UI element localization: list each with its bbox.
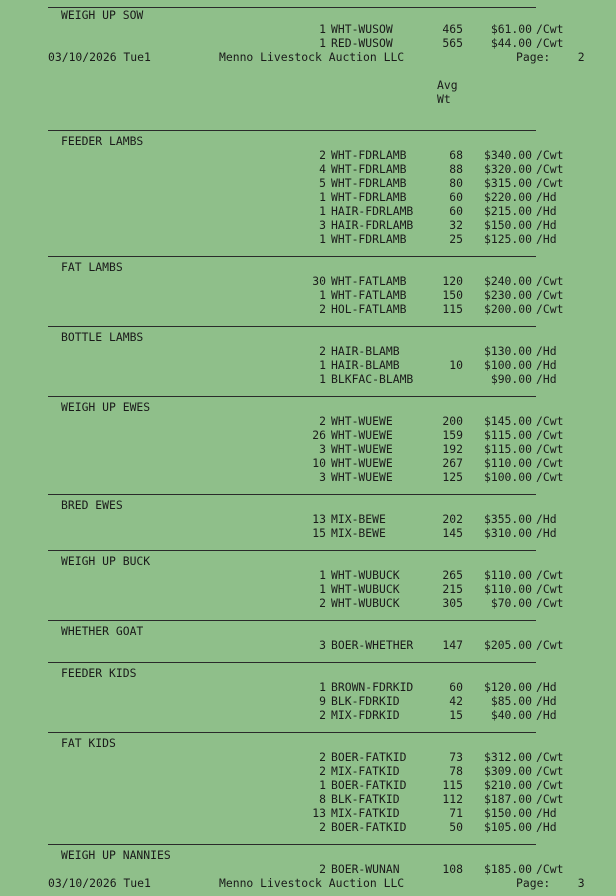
- category-name: WEIGH UP BUCK: [61, 554, 151, 568]
- lot-row: [0, 218, 616, 232]
- lot-row: [0, 414, 616, 428]
- lot-row: [0, 526, 616, 540]
- head-count: 8: [319, 792, 326, 806]
- section-divider: [48, 256, 536, 257]
- lot-row: [0, 792, 616, 806]
- avg-weight: 10: [449, 358, 463, 372]
- head-count: 2: [319, 414, 326, 428]
- avg-weight: 147: [442, 638, 463, 652]
- price: $44.00: [490, 36, 532, 50]
- lot-row: [0, 680, 616, 694]
- price-unit: /Hd: [536, 694, 557, 708]
- price: $120.00: [483, 680, 532, 694]
- head-count: 1: [319, 680, 326, 694]
- head-count: 3: [319, 218, 326, 232]
- price-unit: /Hd: [536, 204, 557, 218]
- animal-type: HOL-FATLAMB: [331, 302, 407, 316]
- head-count: 1: [319, 190, 326, 204]
- animal-type: WHT-FDRLAMB: [331, 190, 407, 204]
- price-unit: /Hd: [536, 372, 557, 386]
- avg-weight: 108: [442, 862, 463, 876]
- price: $150.00: [483, 806, 532, 820]
- price-unit: /Cwt: [536, 274, 564, 288]
- price-unit: /Hd: [536, 232, 557, 246]
- price-unit: /Cwt: [536, 36, 564, 50]
- price: $61.00: [490, 22, 532, 36]
- section-title: [0, 736, 616, 750]
- lot-row: [0, 778, 616, 792]
- price-unit: /Hd: [536, 218, 557, 232]
- page-header: [0, 876, 616, 890]
- head-count: 1: [319, 22, 326, 36]
- page-number: [516, 876, 585, 890]
- section-title: [0, 260, 616, 274]
- category-name: FEEDER LAMBS: [61, 134, 144, 148]
- price-unit: /Cwt: [536, 470, 564, 484]
- price-unit: /Cwt: [536, 302, 564, 316]
- price-unit: /Cwt: [536, 582, 564, 596]
- page-header: [0, 50, 616, 64]
- report-date: 03/10/2026 Tue1: [48, 50, 151, 64]
- category-name: FAT LAMBS: [61, 260, 123, 274]
- head-count: 15: [312, 526, 326, 540]
- category-name: BRED EWES: [61, 498, 123, 512]
- price: $240.00: [483, 274, 532, 288]
- section-title: [0, 624, 616, 638]
- animal-type: BOER-WHETHER: [331, 638, 414, 652]
- section-title: [0, 498, 616, 512]
- head-count: 30: [312, 274, 326, 288]
- head-count: 1: [319, 778, 326, 792]
- price-unit: /Cwt: [536, 862, 564, 876]
- animal-type: WHT-WUEWE: [331, 442, 393, 456]
- price-unit: /Cwt: [536, 288, 564, 302]
- lot-row: [0, 708, 616, 722]
- avg-weight: 305: [442, 596, 463, 610]
- section-divider: [48, 494, 536, 495]
- section-divider: [48, 326, 536, 327]
- lot-row: [0, 204, 616, 218]
- avg-weight: 115: [442, 778, 463, 792]
- animal-type: MIX-FATKID: [331, 764, 400, 778]
- head-count: 1: [319, 204, 326, 218]
- animal-type: WHT-WUEWE: [331, 456, 393, 470]
- animal-type: BLKFAC-BLAMB: [331, 372, 414, 386]
- head-count: 1: [319, 372, 326, 386]
- animal-type: WHT-FATLAMB: [331, 274, 407, 288]
- category-name: FEEDER KIDS: [61, 666, 137, 680]
- price: $40.00: [490, 708, 532, 722]
- head-count: 3: [319, 442, 326, 456]
- price: $205.00: [483, 638, 532, 652]
- avg-weight: 159: [442, 428, 463, 442]
- animal-type: WHT-WUBUCK: [331, 582, 400, 596]
- lot-row: [0, 176, 616, 190]
- price: $125.00: [483, 232, 532, 246]
- section-title: [0, 8, 616, 22]
- price: $115.00: [483, 428, 532, 442]
- lot-row: [0, 232, 616, 246]
- animal-type: BROWN-FDRKID: [331, 680, 414, 694]
- lot-row: [0, 512, 616, 526]
- section-title: [0, 330, 616, 344]
- avg-weight: 267: [442, 456, 463, 470]
- lot-row: [0, 456, 616, 470]
- animal-type: MIX-BEWE: [331, 512, 386, 526]
- category-name: WEIGH UP EWES: [61, 400, 151, 414]
- animal-type: WHT-FDRLAMB: [331, 162, 407, 176]
- price-unit: /Hd: [536, 512, 557, 526]
- animal-type: WHT-WUEWE: [331, 470, 393, 484]
- avg-weight: 71: [449, 806, 463, 820]
- price-unit: /Cwt: [536, 176, 564, 190]
- price-unit: /Cwt: [536, 428, 564, 442]
- head-count: 1: [319, 582, 326, 596]
- animal-type: WHT-FDRLAMB: [331, 232, 407, 246]
- avg-weight: 215: [442, 582, 463, 596]
- lot-row: [0, 442, 616, 456]
- price-unit: /Cwt: [536, 148, 564, 162]
- price-unit: /Hd: [536, 526, 557, 540]
- lot-row: [0, 806, 616, 820]
- page-label: Page:: [516, 876, 551, 890]
- price: $150.00: [483, 218, 532, 232]
- lot-row: [0, 820, 616, 834]
- animal-type: MIX-FDRKID: [331, 708, 400, 722]
- price-unit: /Cwt: [536, 456, 564, 470]
- lot-row: [0, 568, 616, 582]
- report-date: 03/10/2026 Tue1: [48, 876, 151, 890]
- section-divider: [48, 620, 536, 621]
- price-unit: /Hd: [536, 358, 557, 372]
- section-divider: [48, 844, 536, 845]
- lot-row: [0, 638, 616, 652]
- price-unit: /Hd: [536, 680, 557, 694]
- price-unit: /Cwt: [536, 750, 564, 764]
- page-number: [516, 50, 585, 64]
- animal-type: HAIR-BLAMB: [331, 358, 400, 372]
- head-count: 1: [319, 568, 326, 582]
- head-count: 3: [319, 470, 326, 484]
- section-title: [0, 848, 616, 862]
- avg-weight: 88: [449, 162, 463, 176]
- animal-type: BOER-FATKID: [331, 820, 407, 834]
- price-unit: /Cwt: [536, 442, 564, 456]
- price: $130.00: [483, 344, 532, 358]
- head-count: 2: [319, 302, 326, 316]
- price: $200.00: [483, 302, 532, 316]
- section-divider: [48, 732, 536, 733]
- head-count: 2: [319, 148, 326, 162]
- price-unit: /Cwt: [536, 568, 564, 582]
- animal-type: BLK-FDRKID: [331, 694, 400, 708]
- avg-weight: 200: [442, 414, 463, 428]
- price: $215.00: [483, 204, 532, 218]
- section-title: [0, 134, 616, 148]
- head-count: 13: [312, 806, 326, 820]
- page-number-value: 3: [577, 876, 585, 890]
- head-count: 2: [319, 862, 326, 876]
- price: $340.00: [483, 148, 532, 162]
- price: $220.00: [483, 190, 532, 204]
- price: $315.00: [483, 176, 532, 190]
- avg-weight: 112: [442, 792, 463, 806]
- animal-type: WHT-WUBUCK: [331, 596, 400, 610]
- section-title: [0, 554, 616, 568]
- head-count: 9: [319, 694, 326, 708]
- price-unit: /Cwt: [536, 778, 564, 792]
- head-count: 1: [319, 36, 326, 50]
- lot-row: [0, 694, 616, 708]
- section-divider: [48, 130, 536, 131]
- lot-row: [0, 428, 616, 442]
- animal-type: WHT-WUSOW: [331, 22, 393, 36]
- animal-type: MIX-BEWE: [331, 526, 386, 540]
- avg-wt-header: [0, 78, 616, 92]
- avg-weight: 150: [442, 288, 463, 302]
- animal-type: WHT-FATLAMB: [331, 288, 407, 302]
- category-name: WEIGH UP NANNIES: [61, 848, 171, 862]
- company-name: Menno Livestock Auction LLC: [219, 50, 405, 64]
- animal-type: BLK-FATKID: [331, 792, 400, 806]
- avg-weight: 192: [442, 442, 463, 456]
- animal-type: RED-WUSOW: [331, 36, 393, 50]
- price: $105.00: [483, 820, 532, 834]
- price: $145.00: [483, 414, 532, 428]
- section-divider: [48, 396, 536, 397]
- lot-row: [0, 862, 616, 876]
- price: $100.00: [483, 470, 532, 484]
- category-name: FAT KIDS: [61, 736, 116, 750]
- head-count: 2: [319, 750, 326, 764]
- price-unit: /Hd: [536, 190, 557, 204]
- lot-row: [0, 358, 616, 372]
- price: $90.00: [490, 372, 532, 386]
- price: $110.00: [483, 456, 532, 470]
- category-name: WEIGH UP SOW: [61, 8, 144, 22]
- page-number-value: 2: [577, 50, 585, 64]
- avg-weight: 265: [442, 568, 463, 582]
- head-count: 2: [319, 596, 326, 610]
- head-count: 2: [319, 764, 326, 778]
- price: $110.00: [483, 582, 532, 596]
- price-unit: /Hd: [536, 344, 557, 358]
- category-name: WHETHER GOAT: [61, 624, 144, 638]
- section-divider: [48, 662, 536, 663]
- avg-weight: 202: [442, 512, 463, 526]
- head-count: 1: [319, 288, 326, 302]
- head-count: 13: [312, 512, 326, 526]
- price: $115.00: [483, 442, 532, 456]
- animal-type: WHT-FDRLAMB: [331, 148, 407, 162]
- lot-row: [0, 470, 616, 484]
- head-count: 1: [319, 358, 326, 372]
- avg-weight: 68: [449, 148, 463, 162]
- price: $230.00: [483, 288, 532, 302]
- avg-weight: 50: [449, 820, 463, 834]
- lot-row: [0, 582, 616, 596]
- price: $185.00: [483, 862, 532, 876]
- animal-type: BOER-WUNAN: [331, 862, 400, 876]
- avg-weight: 42: [449, 694, 463, 708]
- avg-weight: 32: [449, 218, 463, 232]
- company-name: Menno Livestock Auction LLC: [219, 876, 405, 890]
- lot-row: [0, 274, 616, 288]
- lot-row: [0, 344, 616, 358]
- avg-weight: 15: [449, 708, 463, 722]
- animal-type: WHT-WUEWE: [331, 428, 393, 442]
- lot-row: [0, 288, 616, 302]
- avg-wt-header: [0, 92, 616, 106]
- lot-row: [0, 372, 616, 386]
- head-count: 4: [319, 162, 326, 176]
- price: $312.00: [483, 750, 532, 764]
- avg-weight: 60: [449, 680, 463, 694]
- price-unit: /Cwt: [536, 638, 564, 652]
- avg-weight: 60: [449, 204, 463, 218]
- price-unit: /Hd: [536, 820, 557, 834]
- price-unit: /Cwt: [536, 414, 564, 428]
- section-divider: [48, 550, 536, 551]
- price: $100.00: [483, 358, 532, 372]
- lot-row: [0, 22, 616, 36]
- avg-weight: 465: [442, 22, 463, 36]
- price: $110.00: [483, 568, 532, 582]
- price-unit: /Hd: [536, 806, 557, 820]
- animal-type: BOER-FATKID: [331, 778, 407, 792]
- animal-type: WHT-WUEWE: [331, 414, 393, 428]
- price: $309.00: [483, 764, 532, 778]
- head-count: 2: [319, 708, 326, 722]
- avg-weight: 60: [449, 190, 463, 204]
- animal-type: WHT-FDRLAMB: [331, 176, 407, 190]
- lot-row: [0, 190, 616, 204]
- lot-row: [0, 764, 616, 778]
- animal-type: WHT-WUBUCK: [331, 568, 400, 582]
- price: $187.00: [483, 792, 532, 806]
- price: $70.00: [490, 596, 532, 610]
- avg-weight: 115: [442, 302, 463, 316]
- animal-type: HAIR-BLAMB: [331, 344, 400, 358]
- animal-type: BOER-FATKID: [331, 750, 407, 764]
- price: $355.00: [483, 512, 532, 526]
- head-count: 1: [319, 232, 326, 246]
- price-unit: /Cwt: [536, 792, 564, 806]
- lot-row: [0, 596, 616, 610]
- category-name: BOTTLE LAMBS: [61, 330, 144, 344]
- section-title: [0, 666, 616, 680]
- head-count: 10: [312, 456, 326, 470]
- section-title: [0, 400, 616, 414]
- price: $210.00: [483, 778, 532, 792]
- lot-row: [0, 302, 616, 316]
- head-count: 3: [319, 638, 326, 652]
- avg-weight: 80: [449, 176, 463, 190]
- column-header: Avg: [437, 78, 458, 92]
- avg-weight: 73: [449, 750, 463, 764]
- animal-type: HAIR-FDRLAMB: [331, 218, 414, 232]
- lot-row: [0, 162, 616, 176]
- avg-weight: 25: [449, 232, 463, 246]
- head-count: 2: [319, 344, 326, 358]
- price: $320.00: [483, 162, 532, 176]
- price-unit: /Cwt: [536, 764, 564, 778]
- head-count: 5: [319, 176, 326, 190]
- avg-weight: 120: [442, 274, 463, 288]
- page-label: Page:: [516, 50, 551, 64]
- lot-row: [0, 36, 616, 50]
- avg-weight: 125: [442, 470, 463, 484]
- price-unit: /Cwt: [536, 596, 564, 610]
- price-unit: /Hd: [536, 708, 557, 722]
- animal-type: HAIR-FDRLAMB: [331, 204, 414, 218]
- avg-weight: 145: [442, 526, 463, 540]
- column-header: Wt: [437, 92, 451, 106]
- lot-row: [0, 148, 616, 162]
- lot-row: [0, 750, 616, 764]
- price: $310.00: [483, 526, 532, 540]
- head-count: 2: [319, 820, 326, 834]
- avg-weight: 565: [442, 36, 463, 50]
- price: $85.00: [490, 694, 532, 708]
- head-count: 26: [312, 428, 326, 442]
- price-unit: /Cwt: [536, 162, 564, 176]
- avg-weight: 78: [449, 764, 463, 778]
- animal-type: MIX-FATKID: [331, 806, 400, 820]
- price-unit: /Cwt: [536, 22, 564, 36]
